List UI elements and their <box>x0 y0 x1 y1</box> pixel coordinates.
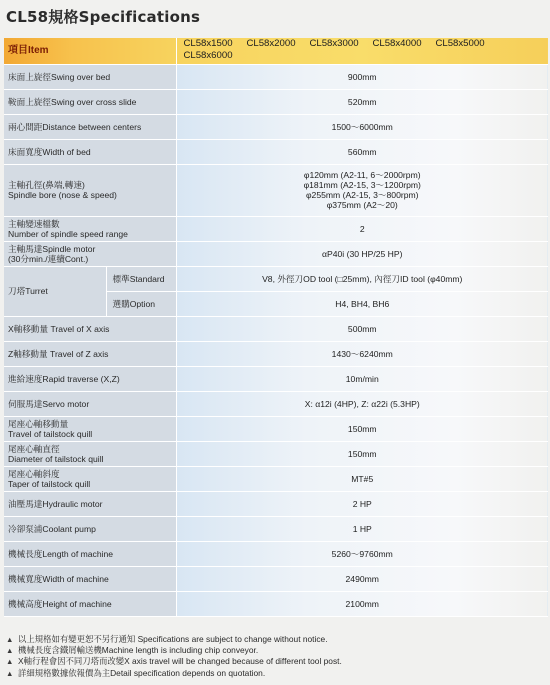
triangle-bullet-icon: ▲ <box>6 657 14 667</box>
specifications-table <box>4 38 548 617</box>
footnote <box>6 656 546 667</box>
page-title: CL58規格Specifications <box>6 8 201 26</box>
table-row <box>4 366 548 391</box>
table-row <box>4 566 548 591</box>
footnote-text: 以上規格如有變更恕不另行通知 Specifications are subject to change without notice. <box>18 634 328 644</box>
spec-label: 冷卻泵浦Coolant pump <box>4 516 176 541</box>
table-row <box>4 266 548 291</box>
table-row <box>4 114 548 139</box>
spec-value: V8, 外徑刀OD tool (□25mm), 內徑刀ID tool (φ40mm) <box>176 266 548 291</box>
triangle-bullet-icon: ▲ <box>6 646 14 656</box>
spec-label-zh: 主軸變速檔數 <box>8 218 60 229</box>
spec-label: X軸移動量 Travel of X axis <box>4 316 176 341</box>
table-row <box>4 316 548 341</box>
table-row <box>4 341 548 366</box>
footnote <box>6 645 546 656</box>
table-row <box>4 516 548 541</box>
spec-label-en: Taper of tailstock quill <box>8 478 91 489</box>
spec-label <box>4 441 176 466</box>
spec-label: Z軸移動量 Travel of Z axis <box>4 341 176 366</box>
table-header-row <box>4 38 548 64</box>
spec-label-en: Spindle bore (nose & speed) <box>8 190 117 200</box>
table-row <box>4 416 548 441</box>
spec-value: 1430～6240mm <box>176 341 548 366</box>
spec-label <box>4 164 176 216</box>
spec-value: 520mm <box>176 89 548 114</box>
spec-value-line: φ375mm (A2～20) <box>326 200 398 210</box>
spec-label: 伺服馬達Servo motor <box>4 391 176 416</box>
spec-value-line: φ181mm (A2-15, 3～1200rpm) <box>303 180 421 190</box>
spec-value-line: φ120mm (A2-11, 6～2000rpm) <box>303 170 421 180</box>
spec-value-line: φ255mm (A2-15, 3～800rpm) <box>305 190 419 200</box>
spec-value: 150mm <box>176 416 548 441</box>
spec-value: 10m/min <box>176 366 548 391</box>
table-row <box>4 164 548 216</box>
spec-value: 5260～9760mm <box>176 541 548 566</box>
table-row <box>4 466 548 491</box>
spec-label-en: Travel of tailstock quill <box>8 428 93 439</box>
spec-value: 150mm <box>176 441 548 466</box>
spec-label: 油壓馬達Hydraulic motor <box>4 491 176 516</box>
spec-label-zh: 尾座心軸直徑 <box>8 443 60 454</box>
model-header: CL58x6000 <box>183 49 233 61</box>
spec-value: 1500～6000mm <box>176 114 548 139</box>
table-row <box>4 541 548 566</box>
spec-value: X: α12i (4HP), Z: α22i (5.3HP) <box>176 391 548 416</box>
model-column-headers <box>176 38 548 64</box>
table-row <box>4 64 548 89</box>
spec-value: 2490mm <box>176 566 548 591</box>
spec-value: 900mm <box>176 64 548 89</box>
spec-value: 500mm <box>176 316 548 341</box>
spec-label-zh: 尾座心軸移動量 <box>8 418 69 429</box>
spec-value: 2 <box>176 216 548 241</box>
spec-label-en: Diameter of tailstock quill <box>8 453 104 464</box>
footnote <box>6 634 546 645</box>
table-row <box>4 139 548 164</box>
spec-label-en: (30分min./連續Cont.) <box>8 253 89 264</box>
spec-value <box>176 164 548 216</box>
spec-label-en: Number of spindle speed range <box>8 228 128 239</box>
spec-sublabel: 選購Option <box>106 291 176 316</box>
spec-value: 2 HP <box>176 491 548 516</box>
spec-label: 兩心間距Distance between centers <box>4 114 176 139</box>
table-row <box>4 441 548 466</box>
footnote-text: X軸行程會因不同刀塔而改變X axis travel will be changed because of different tool post. <box>18 656 342 667</box>
table-row <box>4 391 548 416</box>
spec-value: H4, BH4, BH6 <box>176 291 548 316</box>
spec-label <box>4 416 176 441</box>
footnotes <box>6 634 546 679</box>
spec-label-zh: 尾座心軸斜度 <box>8 468 60 479</box>
model-header: CL58x4000 <box>372 37 422 49</box>
spec-value: MT#5 <box>176 466 548 491</box>
spec-label <box>4 466 176 491</box>
spec-label: 機械寬度Width of machine <box>4 566 176 591</box>
spec-value: 560mm <box>176 139 548 164</box>
spec-label: 機械長度Length of machine <box>4 541 176 566</box>
footnote-text: 機械長度含鐵屑輸送機Machine length is including chip conveyor. <box>18 645 259 656</box>
model-header: CL58x1500 <box>183 37 233 49</box>
footnote-text: 詳細規格數據依報價為主Detail specification depends on quotation. <box>18 667 266 678</box>
spec-sublabel: 標準Standard <box>106 266 176 291</box>
model-header: CL58x3000 <box>309 37 359 49</box>
spec-label: 床面上旋徑Swing over bed <box>4 64 176 89</box>
spec-label <box>4 216 176 241</box>
spec-label-zh: 主軸孔徑(鼻端,轉速) <box>8 180 85 190</box>
spec-value: 2100mm <box>176 591 548 616</box>
triangle-bullet-icon: ▲ <box>6 635 14 644</box>
spec-label: 進給速度Rapid traverse (X,Z) <box>4 366 176 391</box>
spec-label: 機械高度Height of machine <box>4 591 176 616</box>
table-row <box>4 216 548 241</box>
model-header: CL58x2000 <box>246 37 296 49</box>
table-row <box>4 89 548 114</box>
spec-label: 鞍面上旋徑Swing over cross slide <box>4 89 176 114</box>
spec-value: 1 HP <box>176 516 548 541</box>
spec-label: 床面寬度Width of bed <box>4 139 176 164</box>
model-header: CL58x5000 <box>435 37 485 49</box>
table-row <box>4 241 548 266</box>
footnote <box>6 668 546 679</box>
table-row <box>4 591 548 616</box>
table-row <box>4 491 548 516</box>
spec-label <box>4 241 176 266</box>
spec-label: 刀塔Turret <box>4 266 106 316</box>
spec-label-zh: 主軸馬達Spindle motor <box>8 243 96 254</box>
item-column-header: 項目Item <box>4 38 176 64</box>
triangle-bullet-icon: ▲ <box>6 668 14 678</box>
spec-value: αP40i (30 HP/25 HP) <box>176 241 548 266</box>
